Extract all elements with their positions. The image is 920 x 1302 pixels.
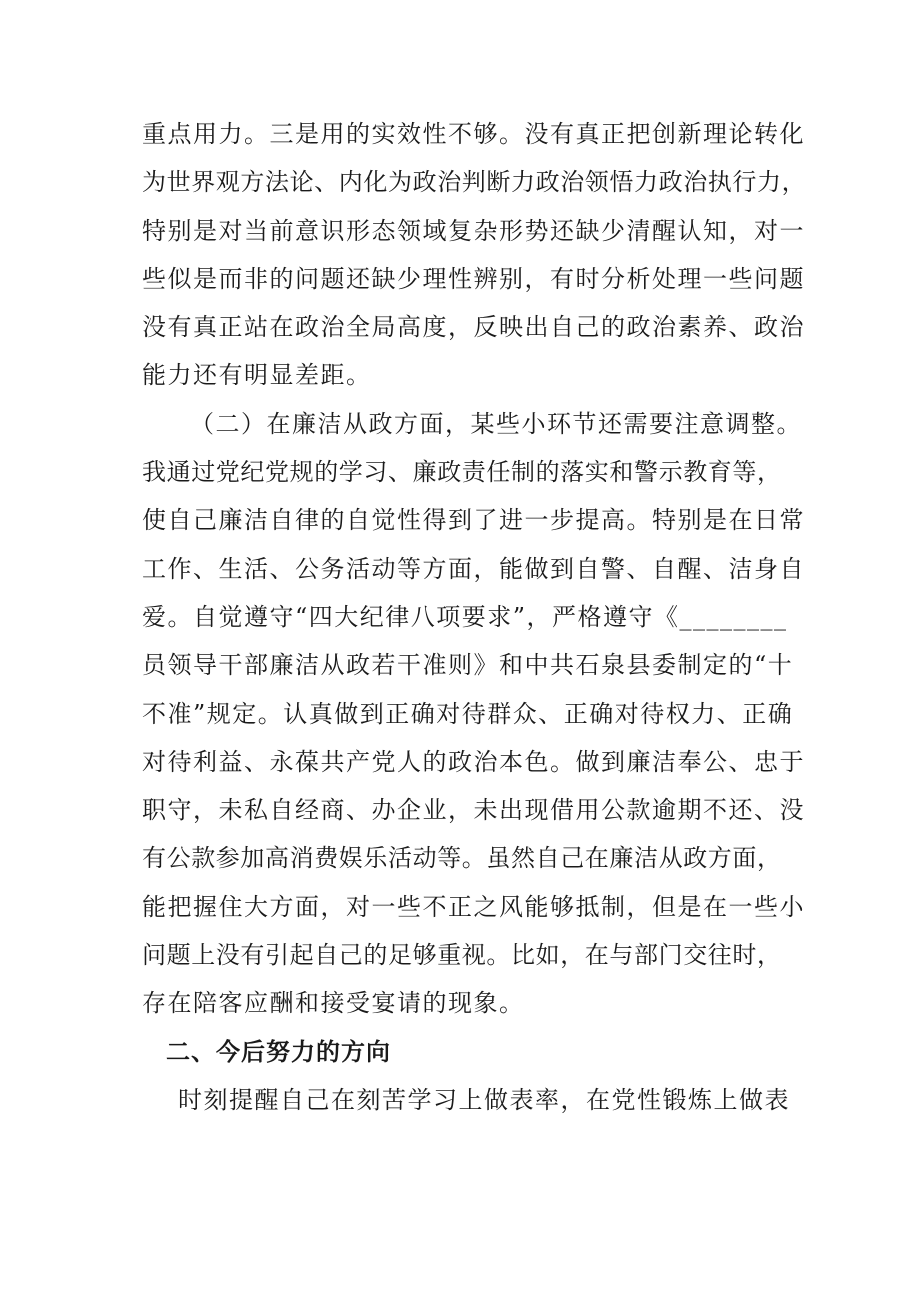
text-line: 不准”规定。认真做到正确对待群众、正确对待权力、正确: [142, 699, 794, 728]
text-line: 问题上没有引起自己的足够重视。比如，在与部门交往时，: [142, 941, 782, 970]
document-body: [142, 110, 807, 1124]
text-line: 重点用力。三是用的实效性不够。没有真正把创新理论转化: [142, 120, 805, 148]
text-line: 职守，未私自经商、办企业，未出现借用公款逾期不还、没: [142, 796, 805, 825]
text-line: 没有真正站在政治全局高度，反映出自己的政治素养、政治: [142, 313, 805, 342]
text-line: 工作、生活、公务活动等方面，能做到自警、自醒、洁身自: [142, 554, 805, 583]
text-line: 对待利益、永葆共产党人的政治本色。做到廉洁奉公、忠于: [142, 747, 805, 776]
text-line: （二）在廉洁从政方面，某些小环节还需要注意调整。: [190, 409, 802, 438]
text-line: 存在陪客应酬和接受宴请的现象。: [142, 989, 525, 1018]
text-line: 特别是对当前意识形态领域复杂形势还缺少清醒认知，对一: [142, 216, 805, 245]
text-line: 使自己廉洁自律的自觉性得到了进一步提高。特别是在日常: [142, 506, 805, 535]
text-line: 为世界观方法论、内化为政治判断力政治领悟力政治执行力，: [142, 168, 807, 197]
text-line: 爱。自觉遵守“四大纪律八项要求”，严格遵守《________: [142, 602, 788, 631]
text-line: 时刻提醒自己在刻苦学习上做表率，在党性锻炼上做表: [178, 1085, 790, 1114]
text-line: 我通过党纪党规的学习、廉政责任制的落实和警示教育等，: [142, 458, 782, 487]
text-line: 员领导干部廉洁从政若干准则》和中共石泉县委制定的“十: [142, 651, 794, 680]
text-line: 能力还有明显差距。: [142, 361, 372, 390]
section-heading: 二、今后努力的方向: [166, 1037, 391, 1066]
text-line: 能把握住大方面，对一些不正之风能够抵制，但是在一些小: [142, 892, 805, 921]
text-line: 些似是而非的问题还缺少理性辨别，有时分析处理一些问题: [142, 264, 805, 293]
text-line: 有公款参加高消费娱乐活动等。虽然自己在廉洁从政方面，: [142, 844, 782, 873]
